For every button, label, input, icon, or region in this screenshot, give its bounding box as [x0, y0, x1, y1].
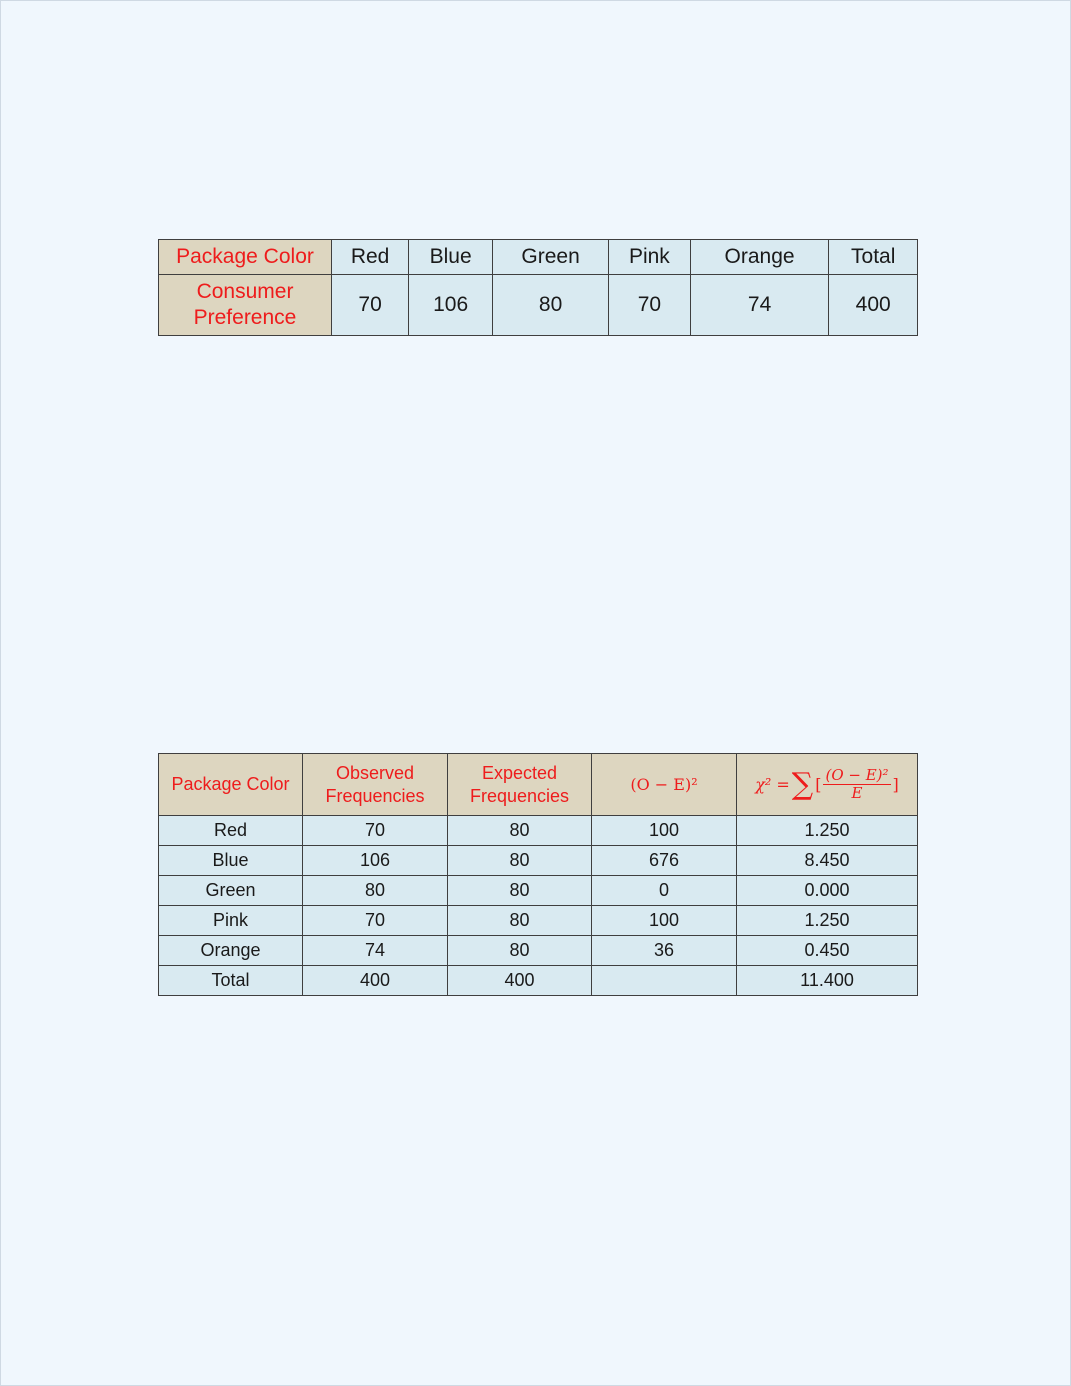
preference-cell: 106 [409, 275, 493, 336]
preference-cell: 400 [829, 275, 918, 336]
table-row [159, 275, 918, 336]
preference-cell: 74 [690, 275, 829, 336]
row-header-consumer-preference: Consumer Preference [159, 275, 332, 336]
chi-square-table [158, 753, 918, 996]
preference-cell: 70 [332, 275, 409, 336]
consumer-preference-table [158, 239, 918, 336]
header-chi-square-formula [737, 754, 918, 816]
color-cell: Pink [159, 906, 303, 936]
expected-cell: 80 [448, 936, 592, 966]
expected-cell: 80 [448, 906, 592, 936]
table-header-row [159, 754, 918, 816]
row-header-package-color: Package Color [159, 240, 332, 275]
header-diff-squared: (O − E)² [592, 754, 737, 816]
expected-cell: 80 [448, 816, 592, 846]
color-cell: Green [493, 240, 609, 275]
fraction-denominator: E [851, 784, 863, 802]
table-row [159, 876, 918, 906]
preference-cell: 70 [609, 275, 691, 336]
observed-cell: 106 [303, 846, 448, 876]
expected-cell: 400 [448, 966, 592, 996]
chi-square-cell: 11.400 [737, 966, 918, 996]
color-cell: Orange [159, 936, 303, 966]
header-package-color: Package Color [159, 754, 303, 816]
diff-squared-cell: 36 [592, 936, 737, 966]
sum-symbol: ∑ [791, 766, 814, 802]
header-observed: Observed Frequencies [303, 754, 448, 816]
color-cell: Orange [690, 240, 829, 275]
color-cell: Blue [409, 240, 493, 275]
observed-cell: 80 [303, 876, 448, 906]
diff-squared-cell [592, 966, 737, 996]
diff-squared-cell: 100 [592, 906, 737, 936]
color-cell: Pink [609, 240, 691, 275]
chi-lhs: χ² = [755, 775, 790, 794]
table-row [159, 240, 918, 275]
chi-square-cell: 0.000 [737, 876, 918, 906]
observed-cell: 74 [303, 936, 448, 966]
bracket-close: ] [892, 775, 899, 794]
table-row [159, 846, 918, 876]
color-cell: Total [159, 966, 303, 996]
fraction [823, 767, 890, 802]
color-cell: Red [159, 816, 303, 846]
table-row [159, 816, 918, 846]
color-cell: Blue [159, 846, 303, 876]
color-cell: Green [159, 876, 303, 906]
diff-squared-cell: 100 [592, 816, 737, 846]
chi-square-cell: 8.450 [737, 846, 918, 876]
color-cell: Total [829, 240, 918, 275]
chi-square-cell: 1.250 [737, 906, 918, 936]
table-row [159, 936, 918, 966]
expected-cell: 80 [448, 876, 592, 906]
diff-squared-cell: 0 [592, 876, 737, 906]
color-cell: Red [332, 240, 409, 275]
expected-cell: 80 [448, 846, 592, 876]
preference-cell: 80 [493, 275, 609, 336]
bracket-open: [ [815, 775, 822, 794]
diff-squared-cell: 676 [592, 846, 737, 876]
observed-cell: 70 [303, 816, 448, 846]
observed-cell: 70 [303, 906, 448, 936]
fraction-numerator: (O − E)² [825, 766, 889, 784]
chi-square-cell: 1.250 [737, 816, 918, 846]
header-expected: Expected Frequencies [448, 754, 592, 816]
observed-cell: 400 [303, 966, 448, 996]
table-row [159, 966, 918, 996]
chi-square-cell: 0.450 [737, 936, 918, 966]
table-row [159, 906, 918, 936]
chi-square-formula [755, 767, 899, 802]
